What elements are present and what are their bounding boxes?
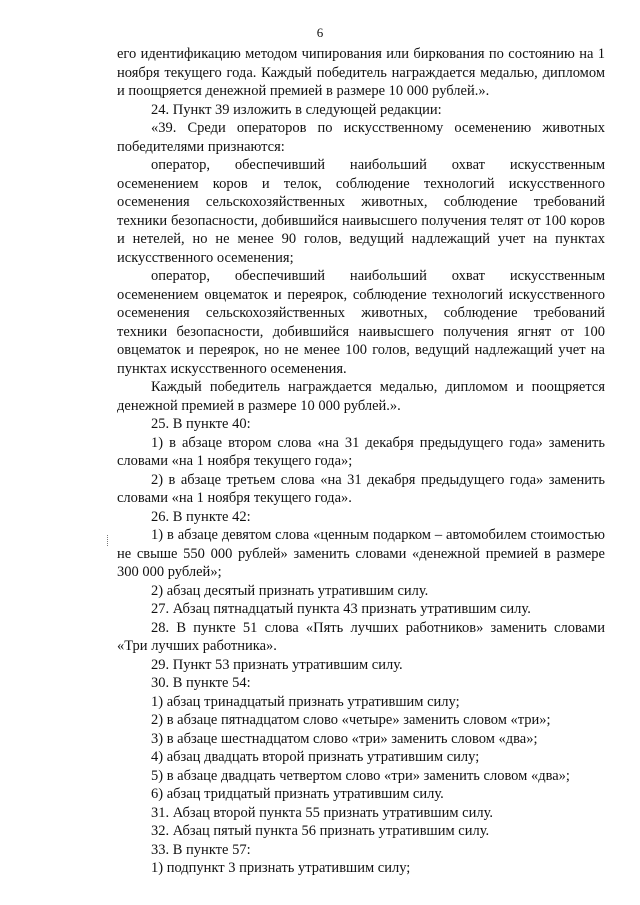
- paragraph: «39. Среди операторов по искусственному осеменению животных победителями признаются:: [117, 120, 605, 155]
- paragraph: 31. Абзац второй пункта 55 признать утратившим силу.: [151, 804, 493, 821]
- paragraph: 32. Абзац пятый пункта 56 признать утратившим силу.: [151, 823, 490, 839]
- paragraph: 1) в абзаце девятом слова «ценным подарком – автомобилем стоимостью не свыше 550 000 рублей» заменить словами «денежной премией в размере 300 000 рублей»;: [117, 527, 605, 580]
- paragraph: 5) в абзаце двадцать четвертом слово «три» заменить словом «два»;: [151, 767, 570, 784]
- paragraph: 3) в абзаце шестнадцатом слово «три» заменить словом «два»;: [151, 730, 538, 747]
- paragraph: 33. В пункте 57:: [151, 841, 251, 858]
- paragraph: 1) абзац тринадцатый признать утратившим силу;: [151, 693, 460, 710]
- paragraph: 30. В пункте 54:: [151, 675, 251, 691]
- paragraph: 26. В пункте 42:: [151, 508, 251, 525]
- paragraph: 2) в абзаце третьем слова «на 31 декабря предыдущего года» заменить словами «на 1 ноября текущего года».: [117, 471, 605, 506]
- paragraph: 2) в абзаце пятнадцатом слово «четыре» заменить словом «три»;: [151, 712, 551, 728]
- paragraph: 4) абзац двадцать второй признать утратившим силу;: [151, 749, 480, 765]
- paragraph: 28. В пункте 51 слова «Пять лучших работников» заменить словами «Три лучших работника».: [117, 619, 605, 654]
- paragraph: 6) абзац тридцатый признать утратившим силу.: [151, 786, 444, 802]
- paragraph: Каждый победитель награждается медалью, дипломом и поощряется денежной премией в размере 10 000 рублей.».: [117, 379, 605, 414]
- document-body: [117, 45, 605, 878]
- paragraph: 29. Пункт 53 признать утратившим силу.: [151, 656, 403, 673]
- paragraph: 24. Пункт 39 изложить в следующей редакции:: [151, 101, 442, 118]
- paragraph: 27. Абзац пятнадцатый пункта 43 признать утратившим силу.: [151, 601, 531, 617]
- paragraph: 1) в абзаце втором слова «на 31 декабря предыдущего года» заменить словами «на 1 ноября текущего года»;: [117, 434, 605, 469]
- paragraph: оператор, обеспечивший наибольший охват искусственным осеменением коров и телок, соблюдение технологий искусственного осеменения сельскохозяйственных животных, соблюдение требований техники безопасности, добившийся наивысшего получения телят от 100 коров и нетелей, но не менее 90 голов, ведущий надлежащий учет на пунктах искусственного осеменения;: [117, 157, 605, 266]
- paragraph: 1) подпункт 3 признать утратившим силу;: [151, 860, 411, 876]
- page-number: 6: [316, 25, 324, 40]
- scan-mark: [107, 535, 111, 546]
- paragraph: 25. В пункте 40:: [151, 416, 251, 432]
- paragraph: его идентификацию методом чипирования или биркования по состоянию на 1 ноября текущего года. Каждый победитель награждается медалью, дипломом и поощряется денежной премией в размере 10 000 рублей.».: [117, 46, 605, 99]
- paragraph: оператор, обеспечивший наибольший охват искусственным осеменением овцематок и переярок, соблюдение технологий искусственного осеменения сельскохозяйственных животных, соблюдение требований техники безопасности, добившийся наивысшего получения ягнят от 100 овцематок и переярок, но не менее 100 голов, ведущий надлежащий учет на пунктах искусственного осеменения.: [117, 268, 605, 377]
- paragraph: 2) абзац десятый признать утратившим силу.: [151, 582, 429, 599]
